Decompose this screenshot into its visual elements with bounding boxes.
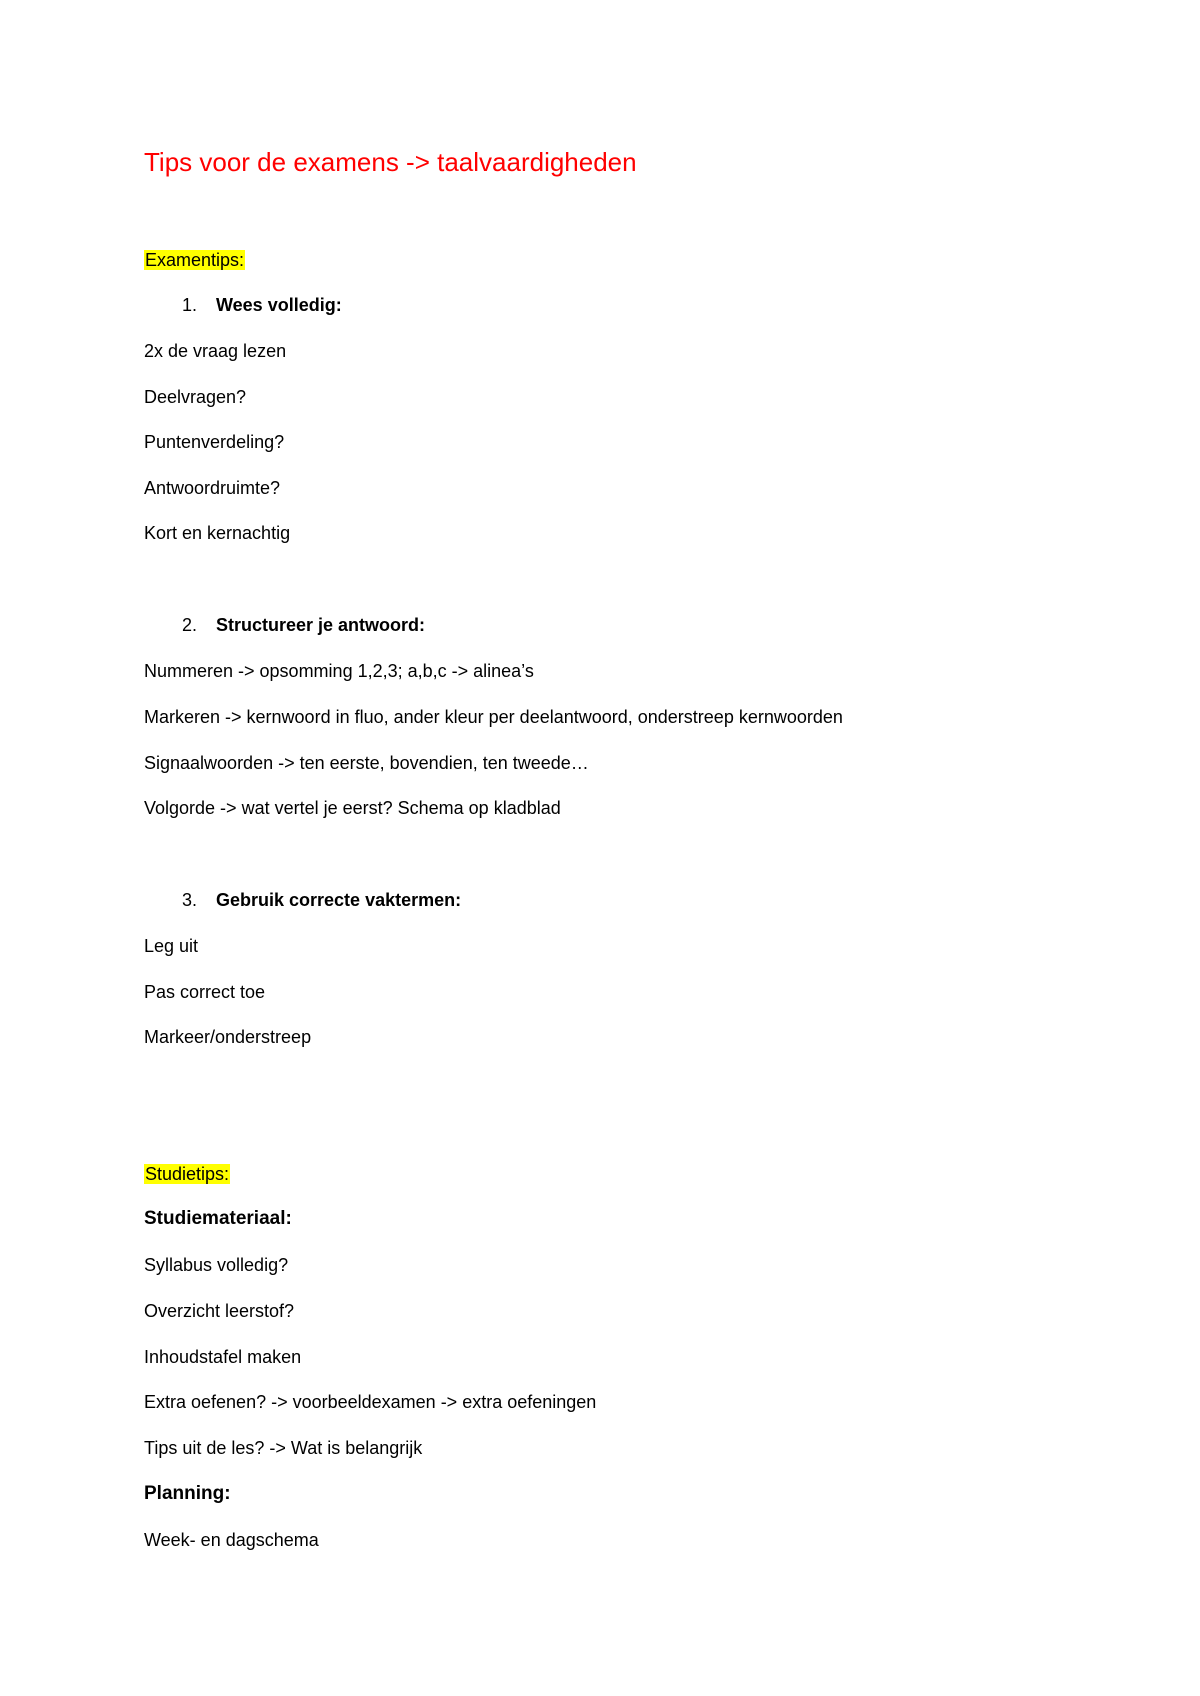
exam-tip-1-line: 2x de vraag lezen (144, 341, 287, 361)
exam-tips-label (144, 249, 245, 271)
study-material-line: Overzicht leerstof? (144, 1301, 295, 1321)
document-title: Tips voor de examens -> taalvaardigheden (144, 147, 637, 177)
study-tips-highlight: Studietips: (145, 1164, 230, 1184)
exam-tip-3-title: Gebruik correcte vaktermen: (216, 890, 462, 910)
study-material-line: Tips uit de les? -> Wat is belangrijk (144, 1438, 423, 1458)
planning-line: Week- en dagschema (144, 1530, 319, 1550)
exam-tip-1-line: Deelvragen? (144, 387, 247, 407)
study-material-line: Inhoudstafel maken (144, 1347, 302, 1367)
exam-tip-2-line: Nummeren -> opsomming 1,2,3; a,b,c -> alinea’s (144, 661, 534, 681)
exam-tip-1-title: Wees volledig: (216, 295, 342, 315)
exam-tip-3-line: Leg uit (144, 936, 199, 956)
exam-tip-2-line: Markeren -> kernwoord in fluo, ander kleur per deelantwoord, onderstreep kernwoorden (144, 707, 843, 727)
exam-tip-2-number: 2. (182, 615, 198, 635)
exam-tip-2-title: Structureer je antwoord: (216, 615, 426, 635)
exam-tip-1-line: Kort en kernachtig (144, 523, 291, 543)
planning-heading: Planning: (144, 1483, 231, 1504)
study-material-line: Extra oefenen? -> voorbeeldexamen -> extra oefeningen (144, 1392, 597, 1412)
exam-tip-1-line: Antwoordruimte? (144, 478, 281, 498)
study-material-line: Syllabus volledig? (144, 1255, 289, 1275)
exam-tips-highlight: Examentips: (145, 250, 245, 270)
exam-tip-3-number: 3. (182, 890, 198, 910)
exam-tip-1-line: Puntenverdeling? (144, 432, 285, 452)
study-tips-label (144, 1163, 230, 1185)
exam-tip-2-line: Volgorde -> wat vertel je eerst? Schema op kladblad (144, 798, 561, 818)
exam-tip-1-number: 1. (182, 295, 198, 315)
exam-tip-2-line: Signaalwoorden -> ten eerste, bovendien, ten tweede… (144, 753, 589, 773)
study-material-heading: Studiemateriaal: (144, 1208, 292, 1229)
exam-tip-3-line: Markeer/onderstreep (144, 1027, 312, 1047)
exam-tip-3-line: Pas correct toe (144, 982, 266, 1002)
